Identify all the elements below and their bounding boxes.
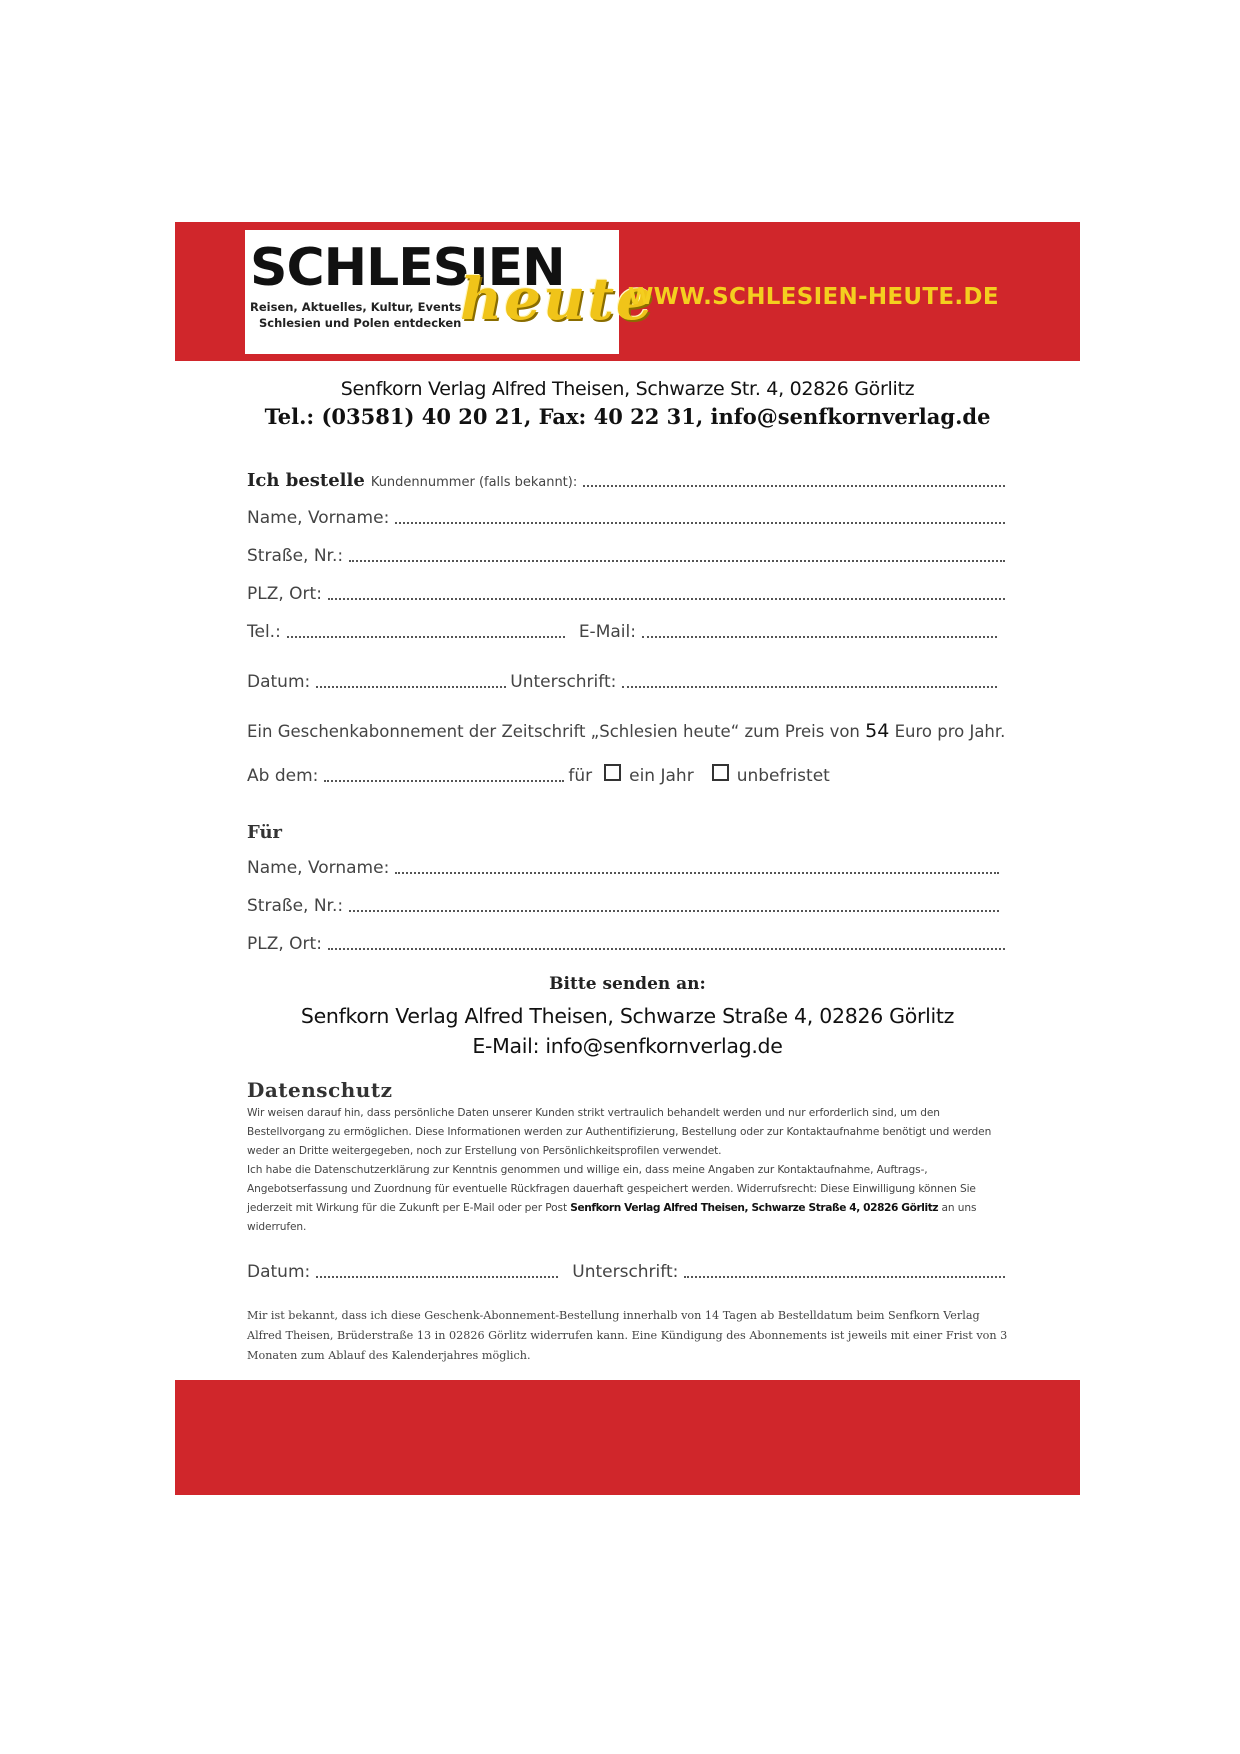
customer-number-label: Kundennummer (falls bekannt): [370,475,578,490]
privacy-paragraph-2-start: Ich habe die Datenschutzerklärung zur Kenntnis genommen und willige ein, dass meine Angaben zur Kontaktaufnahme, Auftrags-, Angebotserfassung und Zuordnung für eventuelle Rückfragen dauerhaft gespeichert werden. Widerrufsrecht: Diese Einwilligung können Sie jederzeit mit Wirkung für die Zukunft per E-Mail oder per Post [247,1164,976,1214]
recipient-name-label: Name, Vorname: [247,858,390,878]
one-year-label: ein Jahr [629,766,694,786]
privacy-paragraph-2-end: an uns widerrufen. [247,1202,977,1233]
name-row [247,508,1005,528]
email-label: E-Mail: [578,622,636,642]
privacy-date-signature-row [247,1262,1005,1282]
send-to-email: E-Mail: info@senfkornverlag.de [472,1034,783,1058]
privacy-date-field[interactable] [316,1276,558,1278]
privacy-paragraph-2 [247,1161,1017,1237]
email-field[interactable] [642,636,997,638]
offer-price: 54 [865,720,890,742]
street-field[interactable] [349,560,1005,562]
recipient-heading: Für [247,822,283,843]
recipient-street-field[interactable] [349,910,999,912]
privacy-signature-label: Unterschrift: [572,1262,679,1282]
date-signature-row [247,672,997,692]
name-label: Name, Vorname: [247,508,390,528]
recipient-street-label: Straße, Nr.: [247,896,344,916]
recipient-city-field[interactable] [328,948,1005,950]
recipient-street-row [247,896,999,916]
for-label: für [568,766,593,786]
recipient-city-label: PLZ, Ort: [247,934,322,954]
signature-label: Unterschrift: [510,672,617,692]
logo-script: heute [460,265,655,333]
customer-number-row [247,470,1005,491]
recipient-name-row [247,858,999,878]
start-date-row [247,764,847,786]
name-field[interactable] [395,522,1005,524]
privacy-heading: Datenschutz [247,1078,393,1102]
date-label: Datum: [247,672,311,692]
logo [245,230,655,354]
website-url: WWW.SCHLESIEN-HEUTE.DE [628,284,999,310]
order-heading: Ich bestelle [247,470,365,491]
privacy-text [247,1104,1017,1237]
recipient-city-row [247,934,1005,954]
city-field[interactable] [328,598,1005,600]
phone-label: Tel.: [247,622,281,642]
offer-text-start: Ein Geschenkabonnement der Zeitschrift „Schlesien heute“ zum Preis von [247,722,866,741]
start-date-field[interactable] [324,780,564,782]
city-label: PLZ, Ort: [247,584,322,604]
phone-field[interactable] [287,636,565,638]
logo-tagline-1: Reisen, Aktuelles, Kultur, Events [250,300,462,314]
signature-field[interactable] [622,686,997,688]
unlimited-checkbox[interactable] [712,764,729,781]
logo-tagline-2: Schlesien und Polen entdecken [259,316,462,330]
street-row [247,546,1005,566]
offer-text [247,720,1005,742]
withdrawal-footnote: Mir ist bekannt, dass ich diese Geschenk-Abonnement-Bestellung innerhalb von 14 Tagen ab Bestelldatum beim Senfkorn Verlag Alfred Theisen, Brüderstraße 13 in 02826 Görlitz widerrufen kann. Eine Kündigung des Abonnements ist jeweils mit einer Frist von 3 Monaten zum Ablauf des Kalenderjahres möglich. [247,1309,1008,1362]
publisher-address: Senfkorn Verlag Alfred Theisen, Schwarze Str. 4, 02826 Görlitz [340,378,915,400]
privacy-date-label: Datum: [247,1262,311,1282]
send-to-heading: Bitte senden an: [549,974,706,994]
recipient-name-field[interactable] [395,872,999,874]
customer-number-field[interactable] [583,485,1005,487]
send-to-address: Senfkorn Verlag Alfred Theisen, Schwarze Straße 4, 02826 Görlitz [300,1004,955,1028]
city-row [247,584,1005,604]
street-label: Straße, Nr.: [247,546,344,566]
privacy-signature-field[interactable] [684,1276,1005,1278]
offer-text-end: Euro pro Jahr. [889,722,1006,741]
logo-title: SCHLESIEN [250,238,565,298]
phone-email-row [247,622,997,642]
publisher-contact: Tel.: (03581) 40 20 21, Fax: 40 22 31, info@senfkornverlag.de [264,404,991,429]
privacy-paragraph-1: Wir weisen darauf hin, dass persönliche Daten unserer Kunden strikt vertraulich behandelt werden und nur erforderlich sind, um den Bestellvorgang zu ermöglichen. Diese Informationen werden zur Authentifizierung, Bestellung oder zur Kontaktaufnahme benötigt und werden weder an Dritte weitergegeben, noch zur Erstellung von Persönlichkeitsprofilen verwendet. [247,1107,992,1157]
privacy-address: Senfkorn Verlag Alfred Theisen, Schwarze Straße 4, 02826 Görlitz [570,1202,939,1214]
footer-band [175,1380,1080,1495]
unlimited-label: unbefristet [736,766,830,786]
date-field[interactable] [316,686,506,688]
start-date-label: Ab dem: [247,766,319,786]
one-year-checkbox[interactable] [604,764,621,781]
